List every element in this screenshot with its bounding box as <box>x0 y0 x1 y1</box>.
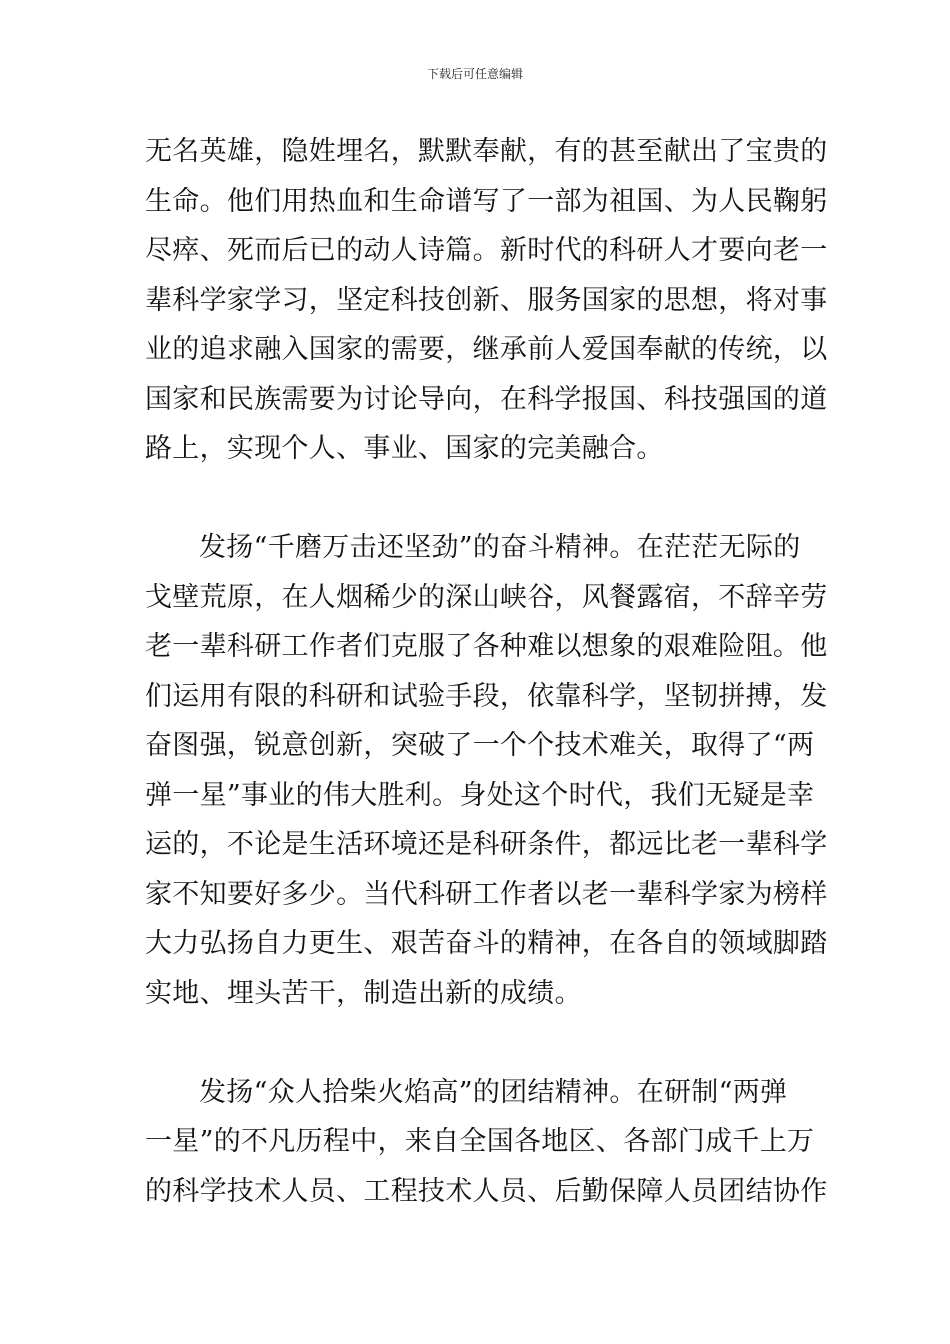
text-line: 生命。他们用热血和生命谱写了一部为祖国、为人民鞠躬 <box>145 185 828 217</box>
paragraph-3 <box>145 1068 828 1217</box>
document-body <box>145 127 828 1216</box>
text-line-first: 发扬“千磨万击还坚劲”的奋斗精神。在茫茫无际的 <box>199 532 801 563</box>
text-line: 弹一星”事业的伟大胜利。身处这个时代，我们无疑是幸 <box>145 779 815 811</box>
text-line: 业的追求融入国家的需要，继承前人爱国奉献的传统，以 <box>145 334 828 365</box>
text-line: 奋图强，锐意创新，突破了一个个技术难关，取得了“两 <box>145 730 815 761</box>
text-line: 路上，实现个人、事业、国家的完美融合。 <box>145 433 664 464</box>
text-line-first: 发扬“众人拾柴火焰高”的团结精神。在研制“两弹 <box>199 1076 788 1108</box>
text-line: 尽瘁、死而后已的动人诗篇。新时代的科研人才要向老一 <box>145 235 828 266</box>
paragraph-gap <box>145 1018 807 1068</box>
paragraph-gap <box>145 474 807 524</box>
text-line: 的科学技术人员、工程技术人员、后勤保障人员团结协作 <box>145 1175 828 1207</box>
text-line: 大力弘扬自力更生、艰苦奋斗的精神，在各自的领域脚踏 <box>145 928 828 959</box>
text-line: 家不知要好多少。当代科研工作者以老一辈科学家为榜样 <box>145 878 828 910</box>
text-line: 一星”的不凡历程中，来自全国各地区、各部门成千上万 <box>145 1126 815 1157</box>
text-line: 辈科学家学习，坚定科技创新、服务国家的思想，将对事 <box>145 284 828 316</box>
text-line: 无名英雄，隐姓埋名，默默奉献，有的甚至献出了宝贵的 <box>145 136 828 167</box>
text-line: 国家和民族需要为讨论导向，在科学报国、科技强国的道 <box>145 383 828 415</box>
text-line: 们运用有限的科研和试验手段，依靠科学，坚韧拼搏，发 <box>145 680 828 712</box>
text-line: 老一辈科研工作者们克服了各种难以想象的艰难险阻。他 <box>145 631 828 662</box>
text-line: 运的，不论是生活环境还是科研条件，都远比老一辈科学 <box>145 829 828 860</box>
page-header: 下载后可任意编辑 <box>426 67 523 81</box>
text-line: 戈壁荒原，在人烟稀少的深山峡谷，风餐露宿，不辞辛劳 <box>145 581 828 613</box>
paragraph-1 <box>145 127 828 474</box>
paragraph-2 <box>145 523 828 1018</box>
text-line: 实地、埋头苦干，制造出新的成绩。 <box>145 977 582 1009</box>
